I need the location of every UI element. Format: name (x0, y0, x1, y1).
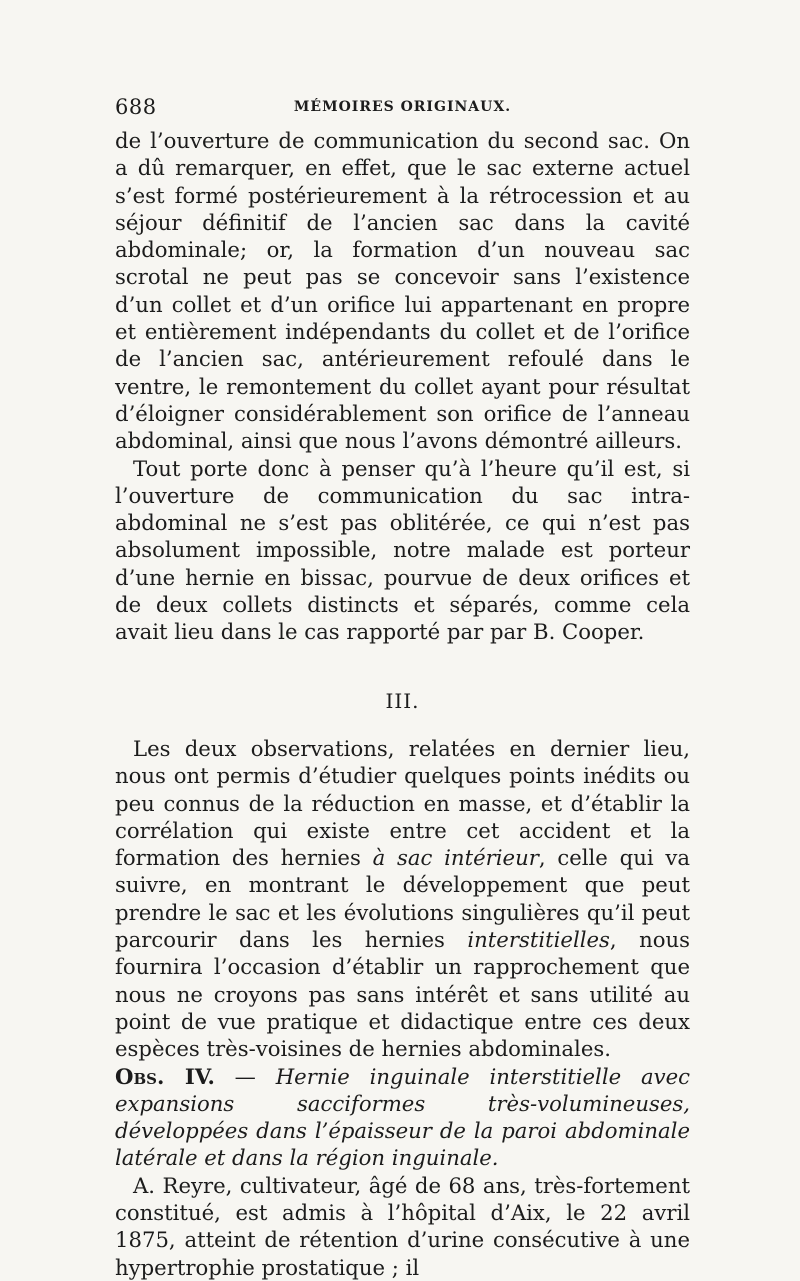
paragraph-text-part-2: , celle qui va suivre, en montrant le développement que peut prendre le sac et les évolutions singulières qu’il peut parcourir dans les hernies (115, 845, 690, 953)
observation-heading (115, 1063, 690, 1172)
observation-title: Hernie inguinale interstitielle avec expansions sacciformes très-volumineuses, développées dans l’épaisseur de la paroi abdominale latérale et dans la région inguinale. (115, 1063, 690, 1171)
paragraph-continuation: de l’ouverture de communication du second sac. On a dû remarquer, en effet, que le sac externe actuel s’est formé postérieurement à la rétrocession et au séjour définitif de l’ancien sac dans la cavité abdominale; or, la formation d’un nouveau sac scrotal ne peut pas se concevoir sans l’existence d’un collet et d’un orifice lui appartenant en propre et entièrement indépendants du collet et de l’orifice de l’ancien sac, antérieurement refoulé dans le ventre, le remontement du collet ayant pour résultat d’éloigner considérablement son orifice de l’anneau abdominal, ainsi que nous l’avons démontré ailleurs. (115, 128, 690, 454)
page-number: 688 (115, 95, 157, 119)
paragraph-text-part-1: Les deux observations, relatées en dernier lieu, nous ont permis d’étudier quelques points inédits ou peu connus de la réduction en masse, et d’établir la corrélation qui existe entre cet accident et la formation des hernies (115, 735, 690, 871)
paragraph-text-part-3: , nous fournira l’occasion d’établir un rapprochement que nous ne croyons pas sans intérêt et sans utilité au point de vue pratique et didactique entre ces deux espèces très-voisines de hernies abdominales. (115, 927, 690, 1062)
page-header (115, 95, 690, 123)
paragraph-case-report: A. Reyre, cultivateur, âgé de 68 ans, très-fortement constitué, est admis à l’hôpital d’Aix, le 22 avril 1875, atteint de rétention d’urine consécutive à une hypertrophie prostatique ; il (115, 1172, 690, 1280)
body-text (115, 127, 690, 1281)
section-heading: III. (385, 688, 420, 713)
italic-term-interstitielles: interstitielles (467, 927, 610, 953)
running-head: MÉMOIRES ORIGINAUX. (293, 99, 512, 115)
observation-dash: — (214, 1063, 276, 1089)
italic-term-sac-interieur: à sac intérieur (372, 845, 539, 871)
paragraph-tout-porte: Tout porte donc à penser qu’à l’heure qu’il est, si l’ouverture de communication du sac intra-abdominal ne s’est pas oblitérée, ce qui n’est pas absolument impossible, notre malade est porteur d’une hernie en bissac, pourvue de deux orifices et de deux collets distincts et séparés, comme cela avait lieu dans le cas rapporté par par B. Cooper. (115, 455, 690, 645)
paragraph-les-deux-observations (115, 735, 690, 1063)
observation-label: Obs. IV. (115, 1063, 215, 1089)
